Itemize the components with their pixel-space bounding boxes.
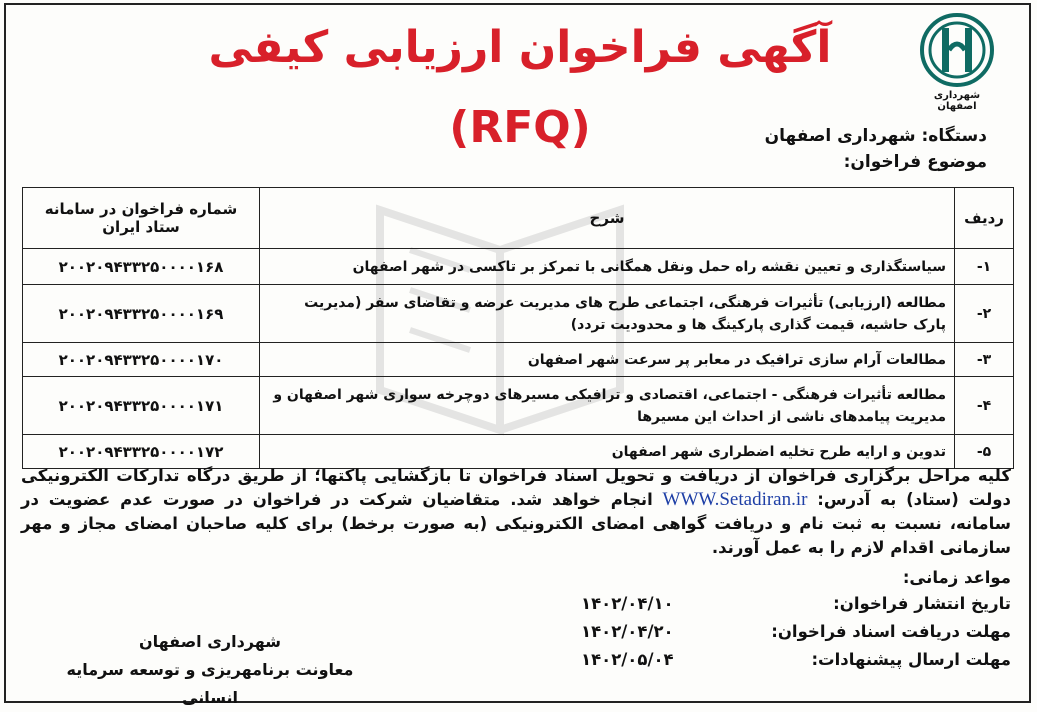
date-value: ۱۴۰۲/۰۴/۱۰ xyxy=(581,594,674,613)
setadiran-link[interactable]: WWW.Setadiran.ir xyxy=(662,489,808,510)
header-number: شماره فراخوان در سامانه ستاد ایران xyxy=(23,188,260,249)
date-label: تاریخ انتشار فراخوان: xyxy=(833,594,1011,613)
header-index: ردیف xyxy=(955,188,1014,249)
notice-text-part1: کلیه مراحل برگزاری فراخوان از دریافت و تحویل اسناد فراخوان تا بازگشایی پاکتها؛ از طریق درگاه تدارکات الکترونیکی دولت (ستاد) به آدرس: xyxy=(21,466,1011,509)
date-value: ۱۴۰۲/۰۵/۰۴ xyxy=(581,650,674,669)
tender-table xyxy=(22,187,1014,469)
notice-text-part2: انجام خواهد شد. متقاضیان شرکت در فراخوان در صورت عدم عضویت در سامانه، نسبت به ثبت نام و دریافت گواهی امضای الکترونیکی (به صورت برخط) برای کلیه صاحبان امضای مجاز و مهر سازمانی اقدام لازم را به عمل آورند. xyxy=(21,490,1011,557)
date-label: مهلت دریافت اسناد فراخوان: xyxy=(771,622,1011,641)
date-label: مهلت ارسال پیشنهادات: xyxy=(811,650,1011,669)
row-index: ۳- xyxy=(955,343,1014,377)
row-index: ۴- xyxy=(955,377,1014,435)
device-line: دستگاه: شهرداری اصفهان xyxy=(764,126,987,146)
header-description: شرح xyxy=(260,188,955,249)
row-description: تدوین و ارایه طرح تخلیه اضطراری شهر اصفهان xyxy=(260,435,955,469)
notice-title: آگهی فراخوان ارزیابی کیفی (RFQ) xyxy=(208,22,832,153)
row-index: ۱- xyxy=(955,249,1014,285)
signature-dept: معاونت برنامهریزی و توسعه سرمایه انسانی xyxy=(66,660,354,707)
row-description: مطالعه (ارزیابی) تأثیرات فرهنگی، اجتماعی طرح های مدیریت عرضه و تقاضای سفر (مدیریت پارک حاشیه، قیمت گذاری پارکینگ ها و محدودیت تردد) xyxy=(260,285,955,343)
table-row xyxy=(23,343,1014,377)
date-row-proposals xyxy=(581,650,1011,669)
row-number: ۲۰۰۲۰۹۴۳۳۲۵۰۰۰۰۱۷۱ xyxy=(23,377,260,435)
signature-org: شهرداری اصفهان xyxy=(138,632,282,651)
table-row xyxy=(23,285,1014,343)
row-number: ۲۰۰۲۰۹۴۳۳۲۵۰۰۰۰۱۶۹ xyxy=(23,285,260,343)
row-description: مطالعه تأثیرات فرهنگی - اجتماعی، اقتصادی و ترافیکی مسیرهای دوچرخه سواری شهر اصفهان و مدیریت پیامدهای ناشی از احداث این مسیرها xyxy=(260,377,955,435)
date-row-publish xyxy=(581,594,1011,613)
signature-block xyxy=(50,628,370,712)
table-row xyxy=(23,377,1014,435)
dates-heading: مواعد زمانی: xyxy=(902,568,1011,587)
row-number: ۲۰۰۲۰۹۴۳۳۲۵۰۰۰۰۱۷۰ xyxy=(23,343,260,377)
logo-caption: شهرداری اصفهان xyxy=(933,90,981,112)
row-description: مطالعات آرام سازی ترافیک در معابر پر سرعت شهر اصفهان xyxy=(260,343,955,377)
date-row-documents xyxy=(581,622,1011,641)
isfahan-municipality-logo-icon xyxy=(919,12,995,88)
subject-line: موضوع فراخوان: xyxy=(843,152,987,172)
row-number: ۲۰۰۲۰۹۴۳۳۲۵۰۰۰۰۱۶۸ xyxy=(23,249,260,285)
table-header-row xyxy=(23,188,1014,249)
row-number: ۲۰۰۲۰۹۴۳۳۲۵۰۰۰۰۱۷۲ xyxy=(23,435,260,469)
logo xyxy=(917,12,997,112)
table-row xyxy=(23,249,1014,285)
row-index: ۵- xyxy=(955,435,1014,469)
notice-body xyxy=(21,464,1011,560)
row-index: ۲- xyxy=(955,285,1014,343)
date-value: ۱۴۰۲/۰۴/۲۰ xyxy=(581,622,674,641)
row-description: سیاستگذاری و تعیین نقشه راه حمل ونقل همگانی با تمرکز بر تاکسی در شهر اصفهان xyxy=(260,249,955,285)
